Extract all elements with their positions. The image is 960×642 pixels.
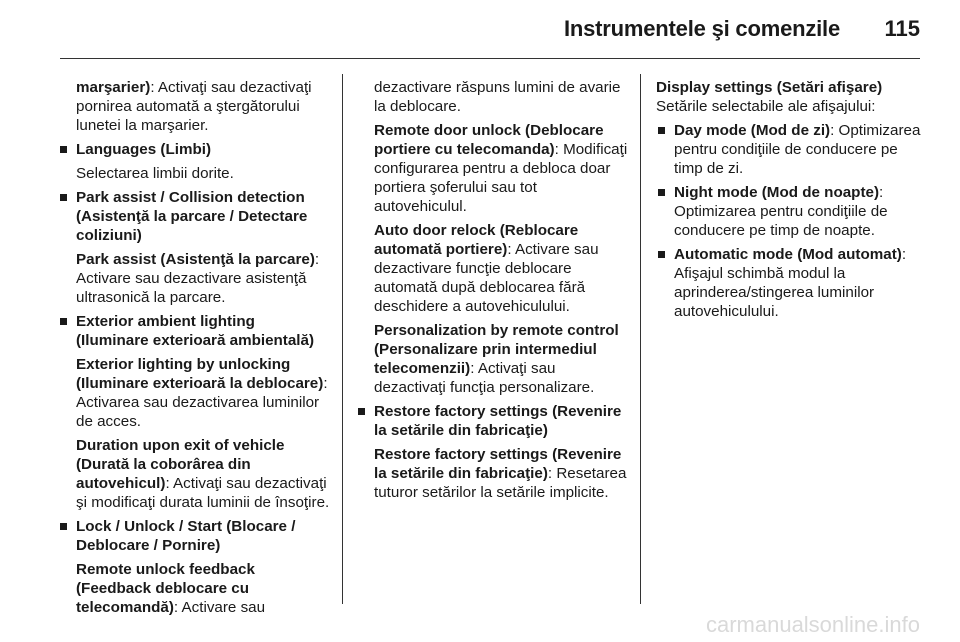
column-divider (342, 74, 343, 604)
term: Night mode (Mod de noapte) (674, 184, 880, 201)
term: Auto door relock (Reblocare automată portiere) (374, 222, 579, 258)
paragraph (356, 445, 628, 502)
term: Automatic mode (Mod automat) (674, 246, 902, 263)
header-rule (60, 58, 920, 59)
definition: : Activare sau (173, 599, 266, 616)
bullet-icon (60, 523, 67, 530)
bullet-icon (60, 318, 67, 325)
paragraph: dezactivare răspuns lumini de avarie la deblocare. (374, 79, 621, 115)
term: Duration upon exit of vehicle (Durată la coborârea din autovehicul) (76, 437, 285, 492)
paragraph (58, 78, 330, 135)
list-item-night-mode (656, 183, 926, 240)
term: Remote door unlock (Deblocare portiere cu telecomanda) (374, 122, 604, 158)
term: Restore factory settings (Revenire la setările din fabricaţie) (374, 446, 622, 482)
paragraph (356, 321, 628, 397)
column-divider (640, 74, 641, 604)
definition: : Activare sau dezactivare funcţie deblocare automată după deblocarea fără deschidere a autovehiculului. (374, 241, 599, 315)
definition: : Activaţi sau dezactivaţi funcţia personalizare. (374, 360, 595, 396)
column-left (58, 78, 330, 622)
item-title: Languages (Limbi) (76, 141, 212, 158)
paragraph: Selectarea limbii dorite. (76, 165, 234, 182)
paragraph: Setările selectabile ale afişajului: (656, 98, 876, 115)
paragraph (356, 121, 628, 216)
column-right (656, 78, 926, 326)
list-item-restore-factory (356, 402, 628, 440)
page-title: Instrumentele şi comenzile (564, 16, 840, 41)
page-number: 115 (884, 16, 920, 41)
column-middle (356, 78, 628, 507)
bullet-icon (658, 189, 665, 196)
paragraph (58, 560, 330, 617)
paragraph (58, 436, 330, 512)
bullet-icon (60, 146, 67, 153)
paragraph (58, 250, 330, 307)
list-item-lock-unlock (58, 517, 330, 555)
item-title: Park assist / Collision detection (Asistenţă la parcare / Detectare coliziuni) (76, 189, 308, 244)
definition: : Afişajul schimbă modul la aprinderea/stingerea luminilor autovehiculului. (674, 246, 907, 320)
bullet-icon (358, 408, 365, 415)
bullet-icon (60, 194, 67, 201)
term: Park assist (Asistenţă la parcare) (76, 251, 315, 268)
paragraph (356, 221, 628, 316)
definition: : Activaţi sau dezactivaţi şi modificaţi durata luminii de însoţire. (76, 475, 330, 511)
term: Personalization by remote control (Personalizare prin intermediul telecomenzii) (374, 322, 619, 377)
paragraph (58, 355, 330, 431)
definition: : Activaţi sau dezactivaţi pornirea automată a ştergătorului lunetei la marşarier. (76, 79, 312, 134)
item-title: Restore factory settings (Revenire la setările din fabricaţie) (374, 403, 622, 439)
item-title: Lock / Unlock / Start (Blocare / Deblocare / Pornire) (76, 518, 296, 554)
section-heading: Display settings (Setări afişare) (656, 79, 883, 96)
term: Day mode (Mod de zi) (674, 122, 831, 139)
definition: : Activarea sau dezactivarea luminilor de acces. (76, 375, 328, 430)
term: Exterior lighting by unlocking (Iluminare exterioară la deblocare) (76, 356, 324, 392)
term: marşarier) (76, 79, 151, 96)
definition: : Activare sau dezactivare asistenţă ultrasonică la parcare. (76, 251, 320, 306)
item-title: Exterior ambient lighting (Iluminare exterioară ambientală) (76, 313, 315, 349)
definition: : Optimizarea pentru condiţiile de conducere pe timp de zi. (674, 122, 921, 177)
bullet-icon (658, 127, 665, 134)
definition: : Optimizarea pentru condiţiile de conducere pe timp de noapte. (674, 184, 888, 239)
term: Remote unlock feedback (Feedback deblocare cu telecomandă) (76, 561, 255, 616)
list-item-automatic-mode (656, 245, 926, 321)
list-item-day-mode (656, 121, 926, 178)
list-item-languages (58, 140, 330, 159)
list-item-park-assist (58, 188, 330, 245)
definition: : Resetarea tuturor setărilor la setările implicite. (374, 465, 627, 501)
list-item-ambient-lighting (58, 312, 330, 350)
watermark: carmanualsonline.info (705, 612, 920, 637)
bullet-icon (658, 251, 665, 258)
definition: : Modificaţi configurarea pentru a debloca doar portiera şoferului sau tot autovehiculul. (374, 141, 628, 215)
